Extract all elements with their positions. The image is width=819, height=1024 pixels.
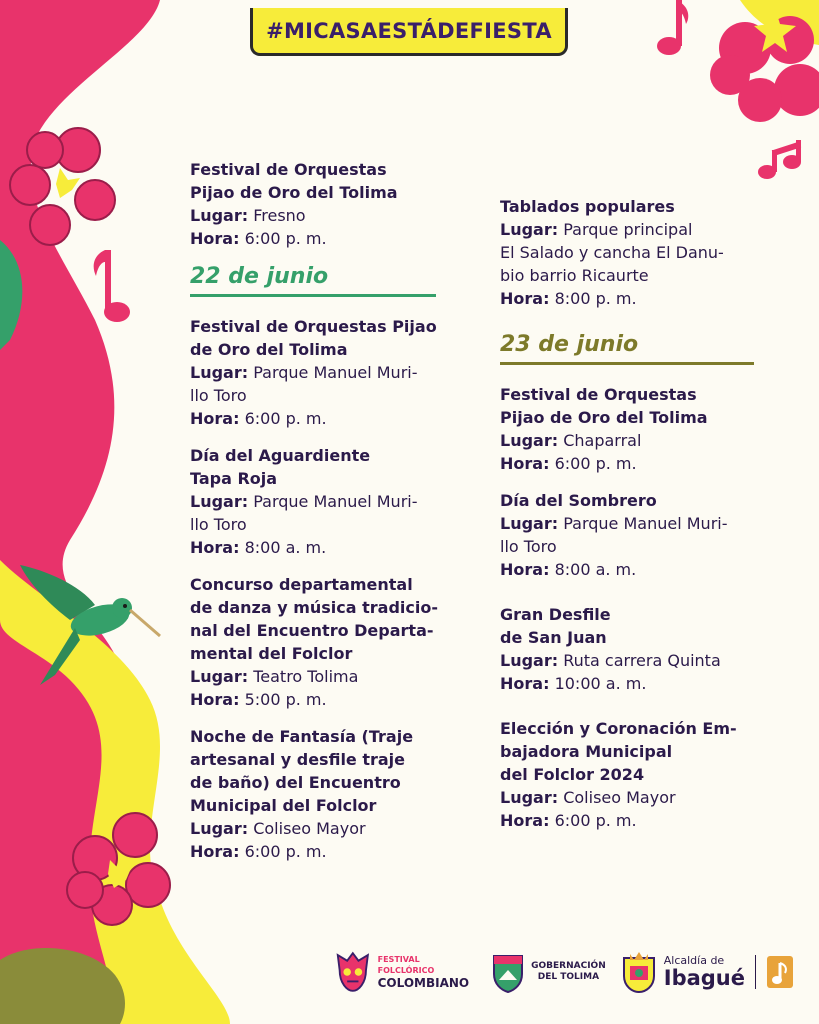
event-time: Hora: 6:00 p. m. bbox=[500, 454, 637, 473]
event-title: Festival de Orquestas Pijao de Oro del Tolima bbox=[190, 317, 437, 359]
event-title: Concurso departamental de danza y música tradicio- nal del Encuentro Departa- mental del Folclor bbox=[190, 575, 438, 663]
event-item bbox=[190, 725, 450, 863]
event-place: Lugar: Parque Manuel Muri- llo Toro bbox=[190, 363, 418, 405]
date-heading-22-june: 22 de junio bbox=[190, 264, 436, 297]
event-item bbox=[190, 315, 450, 430]
sponsor-logos bbox=[334, 946, 794, 998]
event-place: Lugar: Coliseo Mayor bbox=[190, 819, 366, 838]
festival-logo bbox=[334, 950, 473, 994]
event-title: Festival de Orquestas Pijao de Oro del Tolima bbox=[500, 385, 708, 427]
ibague-crest-icon bbox=[620, 950, 658, 994]
event-item bbox=[190, 573, 450, 711]
event-place: Lugar: Chaparral bbox=[500, 431, 642, 450]
hashtag-text: #MICASAESTÁDEFIESTA bbox=[266, 18, 552, 43]
event-title: Elección y Coronación Em- bajadora Municipal del Folclor 2024 bbox=[500, 719, 737, 784]
alcaldia-line2: Ibagué bbox=[663, 966, 745, 990]
event-title: Día del Aguardiente Tapa Roja bbox=[190, 446, 371, 488]
date-heading-23-june: 23 de junio bbox=[500, 332, 754, 365]
music-note-left bbox=[94, 250, 130, 322]
right-column bbox=[500, 195, 770, 846]
event-place: Lugar: Fresno bbox=[190, 206, 306, 225]
festival-mask-icon bbox=[334, 950, 372, 994]
left-column bbox=[190, 158, 450, 877]
event-item bbox=[500, 383, 770, 475]
event-item bbox=[190, 444, 450, 559]
event-time: Hora: 6:00 p. m. bbox=[190, 229, 327, 248]
music-badge-icon bbox=[766, 955, 794, 989]
logo-divider bbox=[755, 955, 756, 989]
event-title: Festival de Orquestas Pijao de Oro del Tolima bbox=[190, 160, 398, 202]
event-place: Lugar: Teatro Tolima bbox=[190, 667, 359, 686]
hashtag-banner bbox=[250, 8, 568, 56]
gobernacion-logo bbox=[491, 950, 606, 994]
event-item bbox=[500, 717, 770, 832]
event-place: Lugar: Parque Manuel Muri- llo Toro bbox=[190, 492, 418, 534]
event-time: Hora: 6:00 p. m. bbox=[190, 409, 327, 428]
event-title: Tablados populares bbox=[500, 197, 675, 216]
music-note-top bbox=[657, 0, 688, 55]
alcaldia-line1: Alcaldía de bbox=[663, 954, 725, 967]
event-item bbox=[500, 603, 770, 695]
event-time: Hora: 10:00 a. m. bbox=[500, 674, 647, 693]
event-item bbox=[500, 489, 770, 581]
festival-logo-line1: FESTIVAL FOLCLÓRICO bbox=[377, 955, 435, 975]
event-place: Lugar: Ruta carrera Quinta bbox=[500, 651, 721, 670]
festival-logo-line2: COLOMBIANO bbox=[377, 976, 470, 990]
event-time: Hora: 6:00 p. m. bbox=[500, 811, 637, 830]
event-time: Hora: 8:00 a. m. bbox=[190, 538, 327, 557]
event-time: Hora: 5:00 p. m. bbox=[190, 690, 327, 709]
event-item bbox=[190, 158, 450, 250]
gobernacion-line2: DEL TOLIMA bbox=[537, 972, 600, 982]
alcaldia-logo bbox=[620, 950, 794, 994]
event-title: Noche de Fantasía (Traje artesanal y desfile traje de baño) del Encuentro Municipal del Folclor bbox=[190, 727, 414, 815]
tolima-shield-icon bbox=[491, 950, 525, 994]
music-note-right bbox=[758, 140, 801, 179]
event-title: Gran Desfile de San Juan bbox=[500, 605, 611, 647]
event-time: Hora: 8:00 p. m. bbox=[500, 289, 637, 308]
event-item bbox=[500, 195, 770, 310]
gobernacion-line1: GOBERNACIÓN bbox=[531, 961, 606, 971]
event-time: Hora: 8:00 a. m. bbox=[500, 560, 637, 579]
event-place: Lugar: Parque Manuel Muri- llo Toro bbox=[500, 514, 728, 556]
event-place: Lugar: Coliseo Mayor bbox=[500, 788, 676, 807]
event-title: Día del Sombrero bbox=[500, 491, 657, 510]
event-time: Hora: 6:00 p. m. bbox=[190, 842, 327, 861]
event-place: Lugar: Parque principal El Salado y cancha El Danu- bio barrio Ricaurte bbox=[500, 220, 724, 285]
